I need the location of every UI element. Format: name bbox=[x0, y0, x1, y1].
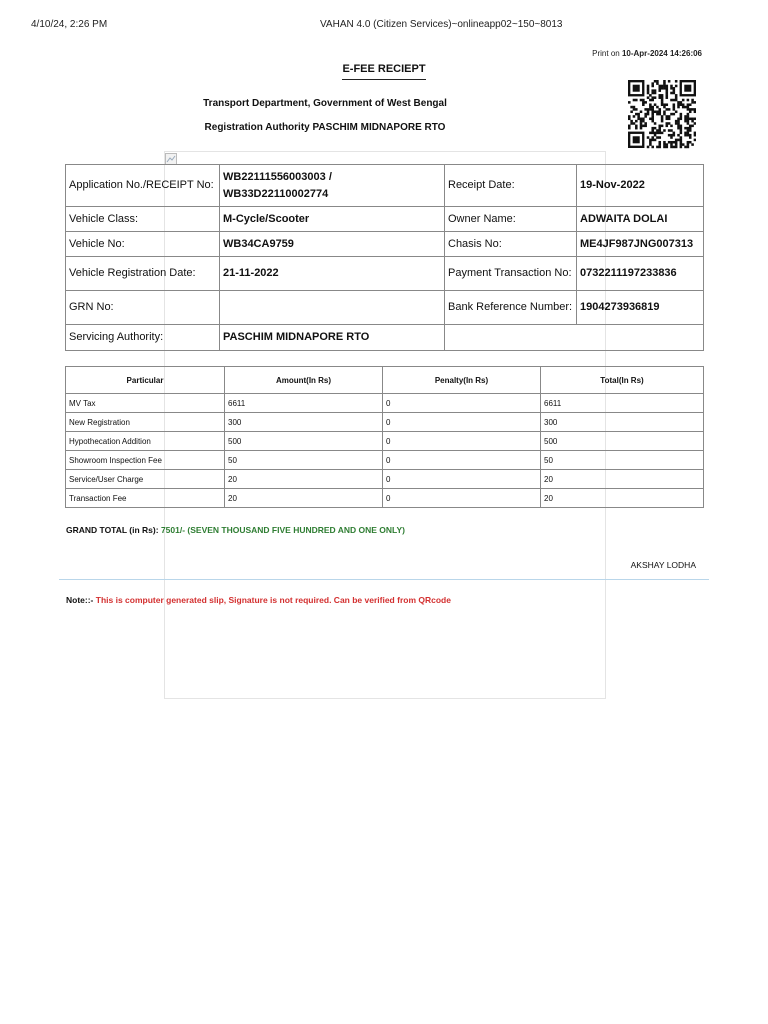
grn-label: GRN No: bbox=[66, 291, 220, 325]
vehicle-no-value: WB34CA9759 bbox=[220, 232, 445, 257]
vehicle-info-table bbox=[65, 164, 704, 351]
browser-page-title: VAHAN 4.0 (Citizen Services)~onlineapp02~150~8013 bbox=[320, 19, 563, 30]
fee-header-total: Total(In Rs) bbox=[541, 367, 704, 394]
fee-particular: Hypothecation Addition bbox=[66, 432, 225, 451]
fee-total: 300 bbox=[541, 413, 704, 432]
servicing-authority-value: PASCHIM MIDNAPORE RTO bbox=[220, 325, 445, 351]
broken-image-icon bbox=[165, 152, 177, 164]
chasis-no-value: ME4JF987JNG007313 bbox=[577, 232, 704, 257]
application-label: Application No./RECEIPT No: bbox=[66, 165, 220, 207]
qr-code bbox=[628, 80, 696, 150]
empty-cell bbox=[445, 325, 704, 351]
fee-amount: 20 bbox=[225, 489, 383, 508]
fee-amount: 50 bbox=[225, 451, 383, 470]
owner-name-value: ADWAITA DOLAI bbox=[577, 207, 704, 232]
fee-penalty: 0 bbox=[383, 413, 541, 432]
payment-transaction-value: 0732211197233836 bbox=[577, 257, 704, 291]
fee-particular: New Registration bbox=[66, 413, 225, 432]
application-value: WB22111556003003 / WB33D22110002774 bbox=[220, 165, 445, 207]
fee-table bbox=[65, 366, 704, 508]
bank-reference-value: 1904273936819 bbox=[577, 291, 704, 325]
fee-row bbox=[66, 394, 704, 413]
fee-amount: 500 bbox=[225, 432, 383, 451]
fee-total: 500 bbox=[541, 432, 704, 451]
fee-header-amount: Amount(In Rs) bbox=[225, 367, 383, 394]
bank-reference-label: Bank Reference Number: bbox=[445, 291, 577, 325]
grn-value bbox=[220, 291, 445, 325]
fee-particular: Service/User Charge bbox=[66, 470, 225, 489]
fee-particular: Showroom Inspection Fee bbox=[66, 451, 225, 470]
print-on-label: Print on bbox=[592, 49, 620, 58]
fee-total: 6611 bbox=[541, 394, 704, 413]
grand-total-value: 7501/- (SEVEN THOUSAND FIVE HUNDRED AND ONE ONLY) bbox=[160, 525, 405, 535]
registration-date-label: Vehicle Registration Date: bbox=[66, 257, 220, 291]
fee-header-particular: Particular bbox=[66, 367, 225, 394]
fee-penalty: 0 bbox=[383, 394, 541, 413]
receipt-date-label: Receipt Date: bbox=[445, 165, 577, 207]
divider bbox=[59, 579, 709, 580]
signatory-name: AKSHAY LODHA bbox=[630, 560, 696, 570]
fee-particular: MV Tax bbox=[66, 394, 225, 413]
fee-amount: 20 bbox=[225, 470, 383, 489]
fee-penalty: 0 bbox=[383, 489, 541, 508]
note bbox=[66, 595, 451, 605]
fee-total: 20 bbox=[541, 470, 704, 489]
grand-total-label: GRAND TOTAL (in Rs): bbox=[66, 525, 159, 535]
servicing-authority-label: Servicing Authority: bbox=[66, 325, 220, 351]
fee-row bbox=[66, 413, 704, 432]
fee-amount: 300 bbox=[225, 413, 383, 432]
fee-row bbox=[66, 470, 704, 489]
fee-header-penalty: Penalty(In Rs) bbox=[383, 367, 541, 394]
fee-penalty: 0 bbox=[383, 451, 541, 470]
fee-row bbox=[66, 432, 704, 451]
fee-penalty: 0 bbox=[383, 470, 541, 489]
vehicle-class-label: Vehicle Class: bbox=[66, 207, 220, 232]
print-on bbox=[592, 49, 702, 58]
payment-transaction-label: Payment Transaction No: bbox=[445, 257, 577, 291]
fee-total: 20 bbox=[541, 489, 704, 508]
note-label: Note::- bbox=[66, 595, 94, 605]
print-on-value: 10-Apr-2024 14:26:06 bbox=[621, 49, 702, 58]
vehicle-class-value: M-Cycle/Scooter bbox=[220, 207, 445, 232]
owner-name-label: Owner Name: bbox=[445, 207, 577, 232]
receipt-title: E-FEE RECIEPT bbox=[0, 63, 768, 75]
fee-total: 50 bbox=[541, 451, 704, 470]
fee-penalty: 0 bbox=[383, 432, 541, 451]
fee-row bbox=[66, 489, 704, 508]
fee-row bbox=[66, 451, 704, 470]
fee-particular: Transaction Fee bbox=[66, 489, 225, 508]
department-name: Transport Department, Government of West Bengal bbox=[203, 98, 447, 109]
registration-authority: Registration Authority PASCHIM MIDNAPORE RTO bbox=[204, 122, 446, 133]
receipt-date-value: 19-Nov-2022 bbox=[577, 165, 704, 207]
fee-amount: 6611 bbox=[225, 394, 383, 413]
vehicle-no-label: Vehicle No: bbox=[66, 232, 220, 257]
registration-date-value: 21-11-2022 bbox=[220, 257, 445, 291]
print-datetime: 4/10/24, 2:26 PM bbox=[31, 19, 108, 30]
grand-total bbox=[66, 525, 405, 535]
chasis-no-label: Chasis No: bbox=[445, 232, 577, 257]
note-text: This is computer generated slip, Signature is not required. Can be verified from QRcode bbox=[95, 595, 451, 605]
